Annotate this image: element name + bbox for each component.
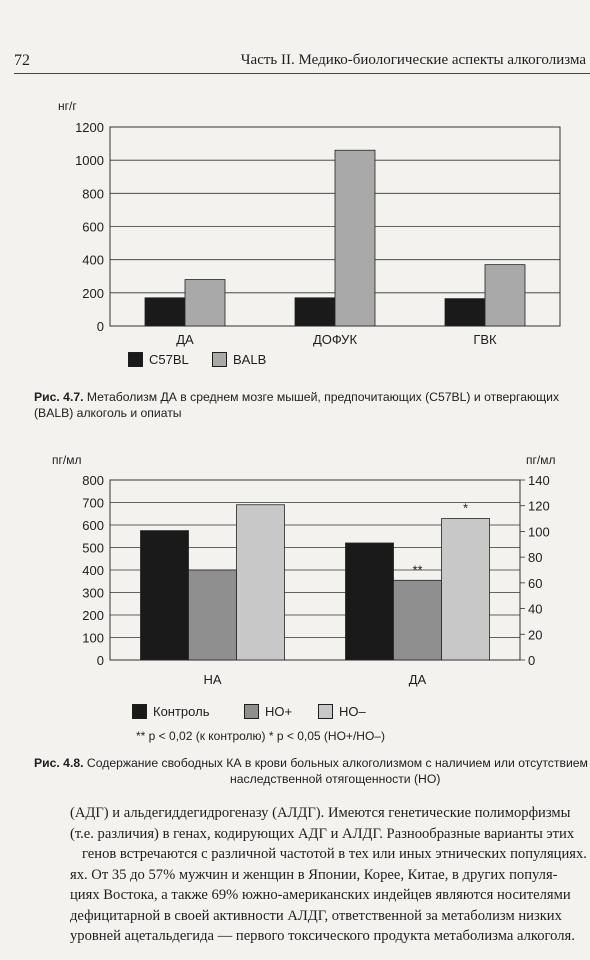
bar [237,505,285,660]
fig48-caption-line2: наследственной отягощенности (НО) [230,772,441,786]
legend-swatch-no-minus [318,704,333,719]
y-tick-label: 0 [96,319,104,334]
significance-marker: * [462,500,469,516]
legend-swatch-control [132,704,147,719]
fig48-right-unit: пг/мл [526,453,556,467]
fig48-caption-label: Рис. 4.8. [34,756,84,770]
fig48-left-unit: пг/мл [52,453,82,467]
fig47-y-unit: нг/г [58,99,77,113]
legend-label-no-minus: НО– [339,704,366,719]
body-line: уровней ацетальдегида — первого токсического продукта метаболизма алкоголя. [70,928,575,944]
y-tick-label-left: 200 [82,608,104,623]
x-tick-label: ДА [408,672,427,687]
body-line: дефицитарной в своей активности АЛДГ, ответственной за метаболизм низких [70,907,562,924]
x-tick-label: НА [203,672,222,687]
y-tick-label-left: 100 [82,630,104,646]
y-tick-label-left: 0 [96,653,104,668]
y-tick-label-left: 600 [82,518,104,533]
running-title: Часть II. Медико-биологические аспекты алкоголизма [240,52,586,68]
y-tick-label-right: 80 [528,550,543,566]
bar [394,580,442,660]
y-tick-label-right: 100 [528,524,550,540]
y-tick-label: 200 [82,285,104,301]
y-tick-label-left: 500 [82,540,104,556]
fig47-caption-line2: (BALB) алкоголь и опиаты [34,406,182,420]
bar [442,519,490,660]
significance-marker: ** [412,562,423,578]
body-text [70,803,590,947]
legend-item-control [132,704,209,719]
significance-note: ** p < 0,02 (к контролю) * p < 0,05 (НО+/НО–) [136,729,385,743]
bar [141,531,189,660]
fig47-caption-line1: Метаболизм ДА в среднем мозге мышей, предпочитающих (C57BL) и отвергающих [86,390,560,404]
y-tick-label-right: 60 [528,575,543,591]
legend-label-balb: BALB [233,352,267,367]
y-tick-label-left: 700 [82,495,104,511]
y-tick-label-right: 40 [528,601,543,617]
legend-item-no-plus [244,704,292,719]
y-tick-label-right: 120 [528,498,550,514]
y-tick-label-right: 0 [528,653,536,668]
x-tick-label: ДА [176,332,194,347]
body-line: генов встречаются с различной частотой в тех или иных этнических популяциях. [82,846,587,862]
legend-label-c57bl: C57BL [149,352,189,367]
body-line: циях Востока, а также 69% южно-американских индейцев являются носителями [70,887,571,903]
legend-swatch-no-plus [244,704,259,719]
y-tick-label-left: 400 [82,563,104,578]
x-tick-label: ДОФУК [312,332,358,347]
x-tick-label: ГВК [473,332,497,347]
y-tick-label-left: 800 [82,473,104,488]
body-line: ях. От 35 до 57% мужчин и женщин в Японии, Корее, Китае, в других популя- [70,866,558,883]
y-tick-label: 400 [82,252,104,268]
body-line: (т.е. различия) в генах, кодирующих АДГ и АЛДГ. Разнообразные варианты этих [70,825,575,842]
fig47-caption-label: Рис. 4.7. [34,390,84,404]
y-tick-label: 1200 [75,120,104,135]
y-tick-label-left: 300 [82,585,104,601]
fig48-caption-line1: Содержание свободных КА в крови больных алкоголизмом с наличием или отсутствием [86,756,588,770]
y-tick-label: 800 [82,186,104,202]
bar [189,570,237,660]
legend-label-control: Контроль [153,704,210,719]
y-tick-label-right: 140 [528,473,550,488]
body-line: (АДГ) и альдегиддегидрогеназу (АЛДГ). Имеются генетические полиморфизмы [70,805,571,821]
figure-4-8-caption [34,755,588,787]
page-number: 72 [14,52,30,69]
legend-label-no-plus: НО+ [265,704,293,719]
bar [346,543,394,660]
y-tick-label: 600 [82,219,104,235]
y-tick-label-right: 20 [528,627,543,643]
legend-item-no-minus [318,704,366,719]
y-tick-label: 1000 [75,153,104,169]
